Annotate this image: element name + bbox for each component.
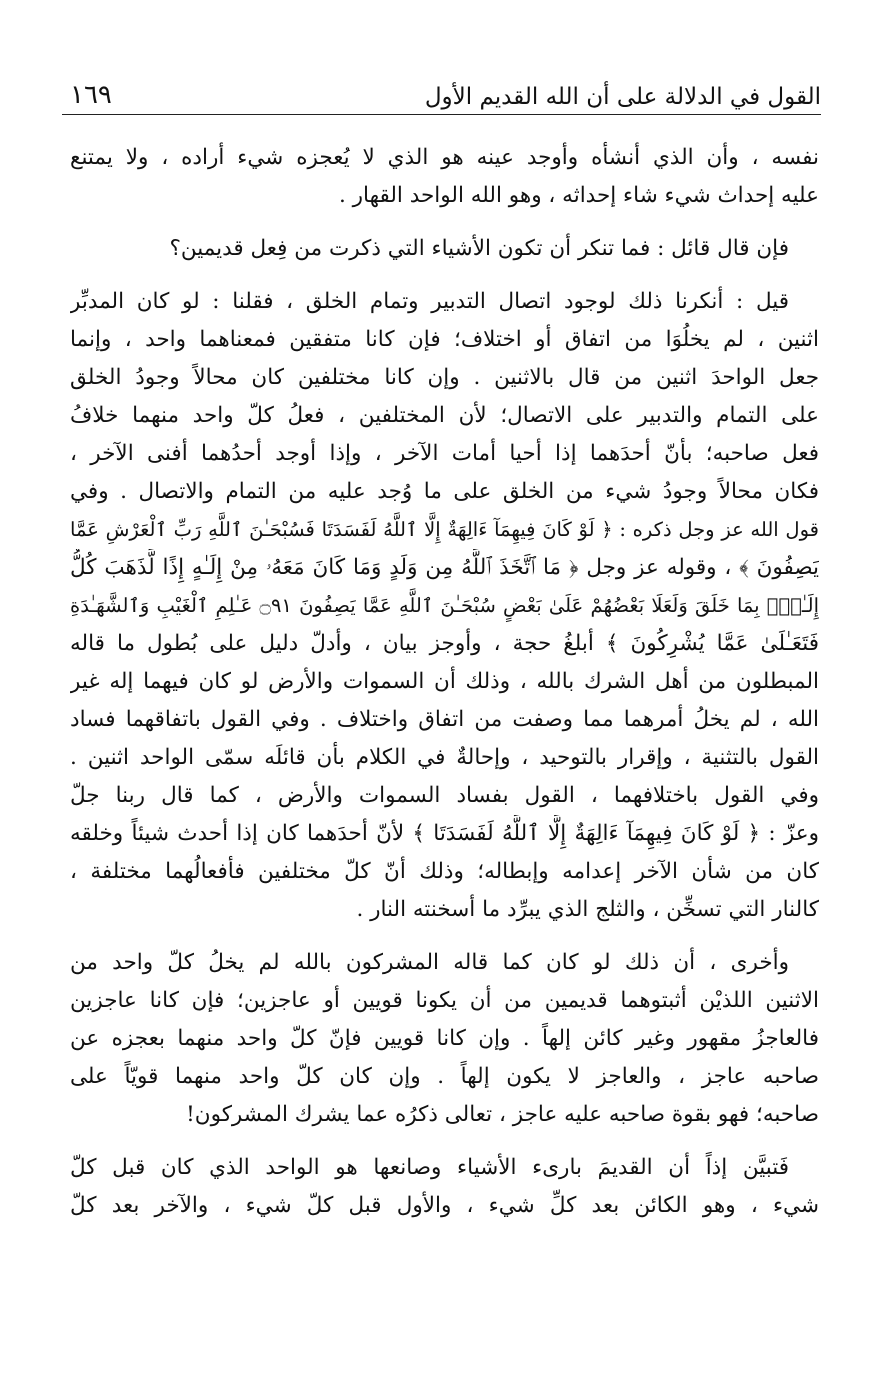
text-line: فكان محالاً وجودُ شيء من الخلق على ما وُجد عليه من التمام والاتصال . وفي [70,479,819,504]
text-line: وأخرى ، أن ذلك لو كان كما قاله المشركون بالله لم يخلُ كلّ واحد من [70,950,789,975]
text-line: صاحبه عاجز ، والعاجز لا يكون إلهاً . وإن كان كلّ واحد منهما قويّاً على [70,1064,819,1089]
text-line: وفي القول باختلافهما ، القول بفساد السموات والأرض ، كما قال ربنا جلّ [70,783,819,808]
text-line: المبطلون من أهل الشرك بالله ، وذلك أن السموات والأرض لو كان فيهما إله غير [70,669,819,694]
quran-verse-line: إِلَـٰهٍۭ بِمَا خَلَقَ وَلَعَلَا بَعْضُهُمْ عَلَىٰ بَعْضٍ سُبْحَـٰنَ ٱللَّهِ عَمَّا يَصِفُونَ ۝٩١ عَـٰلِمِ ٱلْغَيْبِ وَٱلشَّهَـٰدَةِ [70,594,819,617]
text-line: اثنين ، لم يخلُوَا من اتفاق أو اختلاف؛ فإن كانا متفقين فمعناهما واحد ، وإنما [70,327,819,352]
text-line: كالنار التي تسخِّن ، والثلج الذي يبرِّد ما أسخنته النار . [356,897,819,922]
text-line: فإن قال قائل : فما تنكر أن تكون الأشياء التي ذكرت من فِعل قديمين؟ [169,236,789,261]
text-line: الله ، لم يخلُ أمرهما مما وصفت من اتفاق واختلاف . وفي القول باتفاقهما فساد [70,707,819,732]
quran-verse-line: وعزّ : ﴿ لَوْ كَانَ فِيهِمَآ ءَالِهَةٌ إِلَّا ٱللَّهُ لَفَسَدَتَا ﴾ لأنّ أحدَهما كان إذا أحدث شيئاً وخلقه [70,821,819,846]
text-line: صاحبه؛ فهو بقوة صاحبه عليه عاجز ، تعالى ذكرُه عما يشرك المشركون! [186,1102,819,1127]
quran-verse-line: قول الله عز وجل ذكره : ﴿ لَوْ كَانَ فِيهِمَآ ءَالِهَةٌ إِلَّا ٱللَّهُ لَفَسَدَتَا فَسُبْحَـٰنَ ٱللَّهِ رَبِّ ٱلْعَرْشِ عَمَّا [70,518,819,541]
text-line: فَتبيَّن إذاً أن القديمَ بارىء الأشياء وصانعها هو الواحد الذي كان قبل كلّ [70,1155,789,1180]
quran-verse-line: يَصِفُونَ ﴾ ، وقوله عز وجل ﴿ مَا ٱتَّخَذَ ٱللَّهُ مِن وَلَدٍ وَمَا كَانَ مَعَهُۥ مِنْ إِلَـٰهٍ إِذًا لَّذَهَبَ كُلُّ [70,555,819,580]
text-line: نفسه ، وأن الذي أنشأه وأوجد عينه هو الذي لا يُعجزه شيء أراده ، ولا يمتنع [70,145,819,170]
text-line: شيء ، وهو الكائن بعد كلِّ شيء ، والأول قبل كلّ شيء ، والآخر بعد كلّ [70,1193,819,1218]
text-line: فَتَعَـٰلَىٰ عَمَّا يُشْرِكُونَ ﴾ أبلغُ حجة ، وأوجز بيان ، وأدلّ دليل على بُطول ما قاله [70,631,819,656]
text-line: جعل الواحدَ اثنين من قال بالاثنين . وإن كانا مختلفين كان محالاً وجودُ الخلق [70,365,819,390]
text-line: عليه إحداث شيء شاء إحداثه ، وهو الله الواحد القهار . [338,183,819,208]
text-line: فعل صاحبه؛ بأنّ أحدَهما إذا أحيا أمات الآخر ، وإذا أوجد أحدُهما أفنى الآخر ، [70,441,819,466]
chapter-title: القول في الدلالة على أن الله القديم الأول [424,84,821,110]
text-line: فالعاجزُ مقهور وغير كائن إلهاً . وإن كانا قويين فإنّ كلّ واحد منهما بعجزه عن [70,1026,819,1051]
text-line: على التمام والتدبير على الاتصال؛ لأن المختلفين ، فعلُ كلّ واحد منهما خلافُ [70,403,819,428]
page-number: ١٦٩ [70,80,112,110]
text-line: الاثنين اللذيْن أثبتوهما قديمين من أن يكونا قويين أو عاجزين؛ فإن كانا عاجزين [70,988,819,1013]
text-line: القول بالتثنية ، وإقرار بالتوحيد ، وإحالةٌ في الكلام بأن قائلَه سمّى الواحد اثنين . [70,745,819,770]
text-line: قيل : أنكرنا ذلك لوجود اتصال التدبير وتمام الخلق ، فقلنا : لو كان المدبِّر [70,289,789,314]
text-line: كان من شأن الآخر إعدامه وإبطاله؛ وذلك أنّ كلّ مختلفين فأفعالُهما مختلفة ، [70,859,819,884]
